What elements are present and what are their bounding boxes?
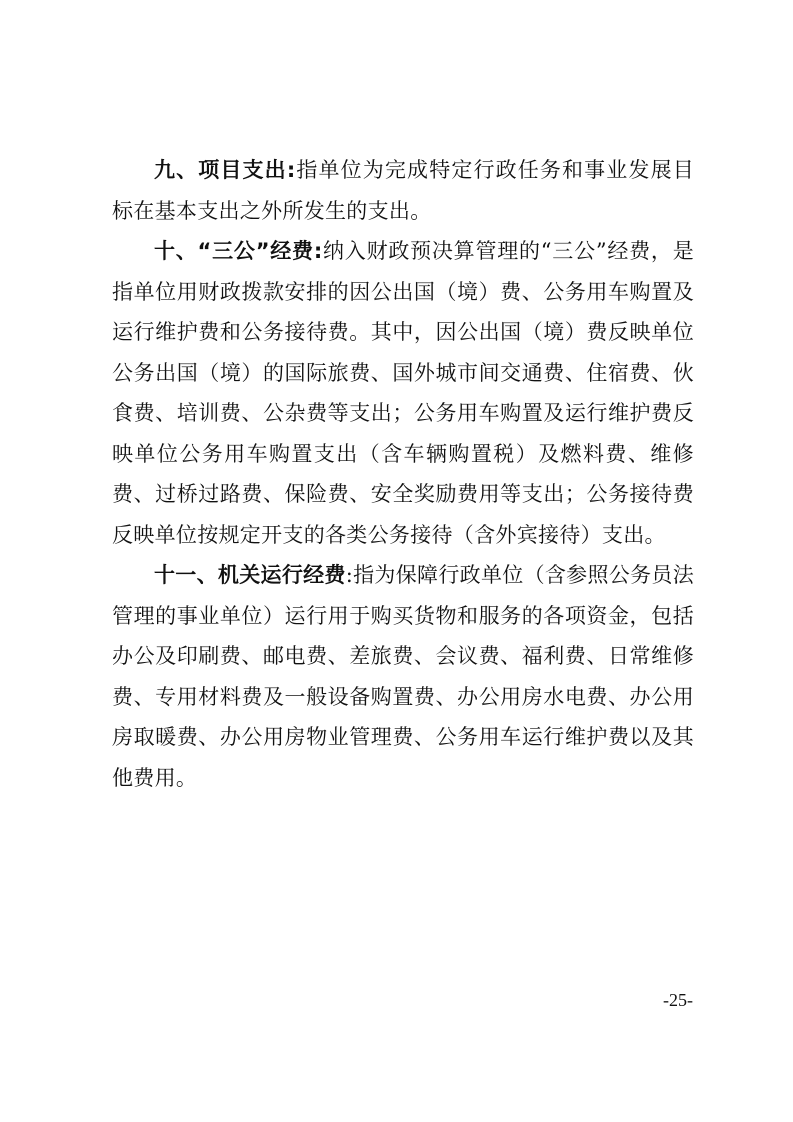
document-body	[112, 150, 694, 798]
page-number: -25-	[663, 990, 693, 1010]
section-term: 九、项目支出:	[154, 158, 296, 182]
section-body: :指为保障行政单位（含参照公务员法管理的事业单位）运行用于购买货物和服务的各项资金，包括办公及印刷费、邮电费、差旅费、会议费、福利费、日常维修费、专用材料费及一般设备购置费、办公用房水电费、办公用房取暖费、办公用房物业管理费、公务用车运行维护费以及其他费用。	[112, 563, 694, 790]
section-term: 十一、机关运行经费	[154, 563, 346, 587]
section-agency-operating-expenses	[112, 555, 694, 798]
section-term: 十、“三公”经费:	[154, 239, 323, 263]
section-body: 指单位为完成特定行政任务和事业发展目标在基本支出之外所发生的支出。	[112, 158, 694, 223]
section-three-public-expenses	[112, 231, 694, 555]
section-body: 纳入财政预决算管理的“三公”经费，是指单位用财政拨款安排的因公出国（境）费、公务用车购置及运行维护费和公务接待费。其中，因公出国（境）费反映单位公务出国（境）的国际旅费、国外城市间交通费、住宿费、伙食费、培训费、公杂费等支出；公务用车购置及运行维护费反映单位公务用车购置支出（含车辆购置税）及燃料费、维修费、过桥过路费、保险费、安全奖励费用等支出；公务接待费反映单位按规定开支的各类公务接待（含外宾接待）支出。	[112, 239, 695, 547]
section-project-expenditure	[112, 150, 694, 231]
